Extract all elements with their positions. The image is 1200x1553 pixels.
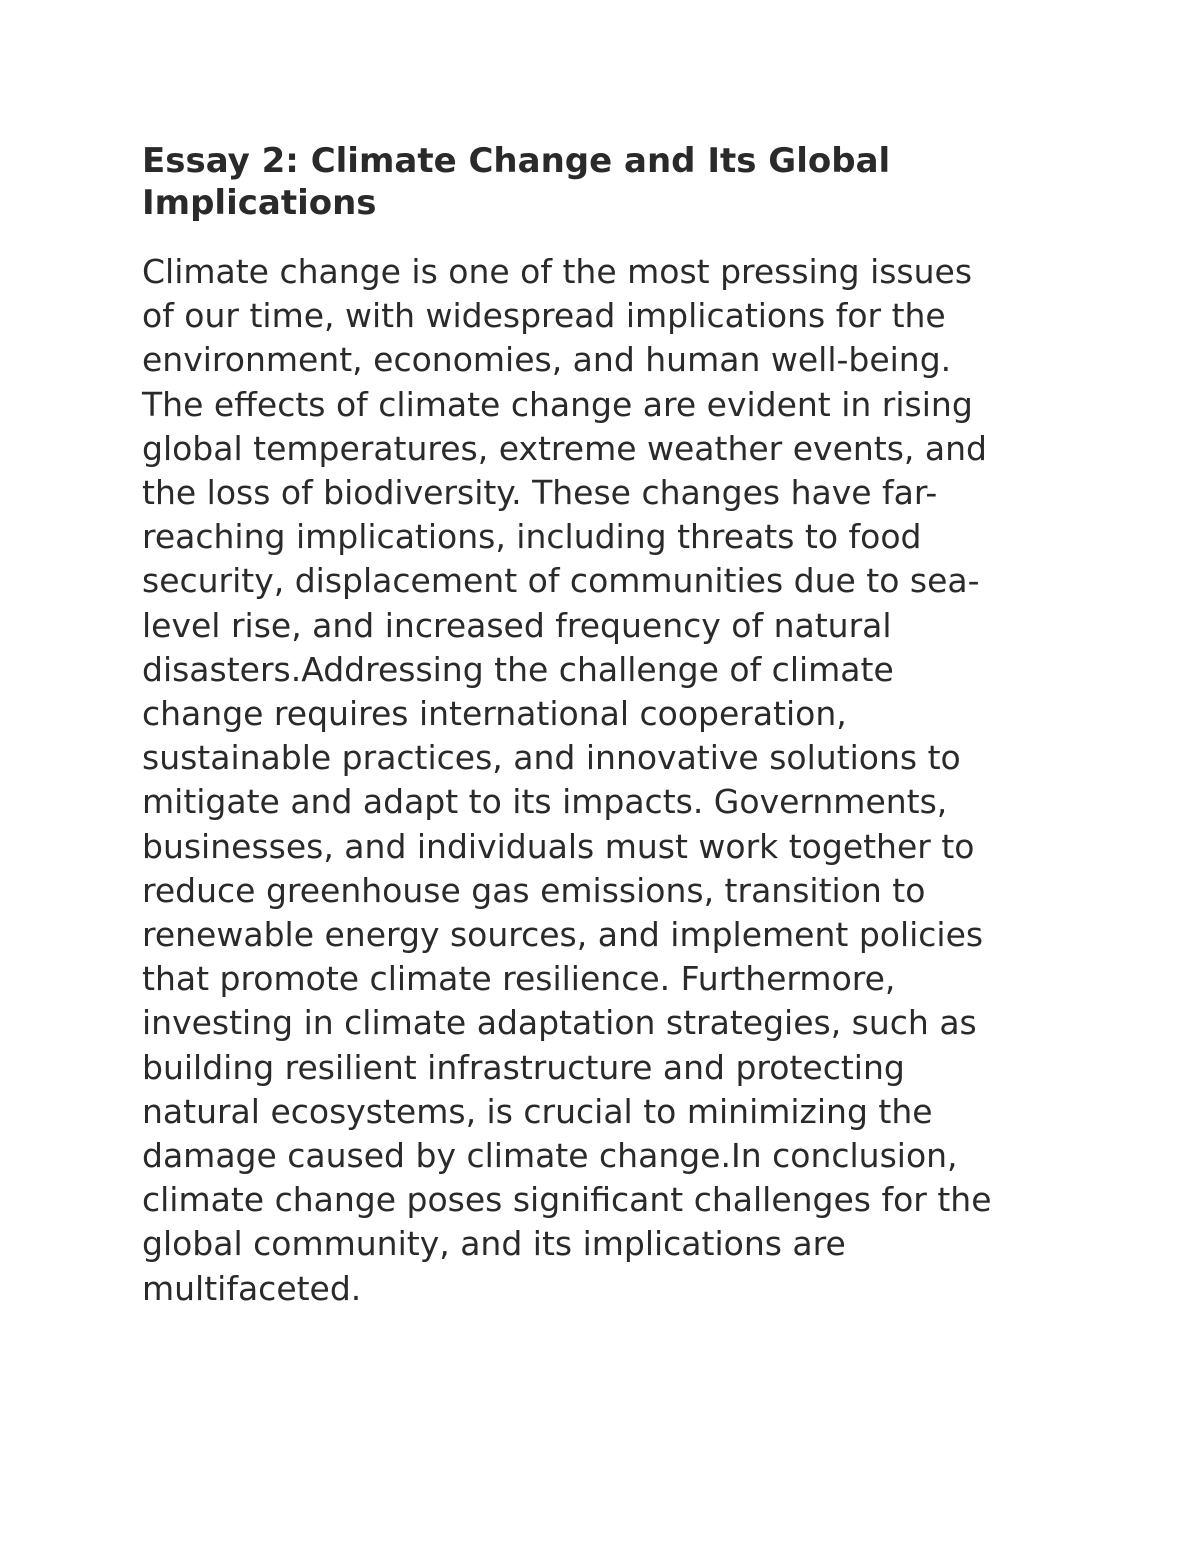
body-line: security, displacement of communities due to sea- <box>142 561 980 601</box>
body-line: reaching implications, including threats to food <box>142 517 922 557</box>
essay-title <box>142 140 1062 224</box>
body-line: global temperatures, extreme weather events, and <box>142 428 987 468</box>
body-line: the loss of biodiversity. These changes have far- <box>142 473 938 513</box>
body-line: sustainable practices, and innovative solutions to <box>142 738 961 778</box>
body-line: multifaceted. <box>142 1268 362 1308</box>
title-line: Essay 2: Climate Change and Its Global <box>142 141 891 181</box>
body-line: mitigate and adapt to its impacts. Governments, <box>142 782 948 822</box>
body-line: climate change poses significant challenges for the <box>142 1180 992 1220</box>
body-line: reduce greenhouse gas emissions, transition to <box>142 870 926 910</box>
body-line: level rise, and increased frequency of natural <box>142 605 892 645</box>
essay-body <box>142 250 1072 1311</box>
body-line: investing in climate adaptation strategies, such as <box>142 1003 977 1043</box>
body-line: renewable energy sources, and implement policies <box>142 915 984 955</box>
body-line: of our time, with widespread implications for the <box>142 296 946 336</box>
body-line: damage caused by climate change.In conclusion, <box>142 1136 958 1176</box>
body-line: The effects of climate change are evident in rising <box>142 384 973 424</box>
body-line: environment, economies, and human well-being. <box>142 340 952 380</box>
body-line: building resilient infrastructure and protecting <box>142 1047 905 1087</box>
body-line: Climate change is one of the most pressing issues <box>142 252 973 291</box>
body-line: that promote climate resilience. Furthermore, <box>142 959 896 999</box>
title-line: Implications <box>142 183 377 223</box>
body-line: businesses, and individuals must work together to <box>142 826 975 866</box>
body-line: disasters.Addressing the challenge of climate <box>142 649 894 689</box>
body-line: global community, and its implications are <box>142 1224 846 1264</box>
body-line: change requires international cooperation, <box>142 694 847 734</box>
body-line: natural ecosystems, is crucial to minimizing the <box>142 1091 933 1131</box>
